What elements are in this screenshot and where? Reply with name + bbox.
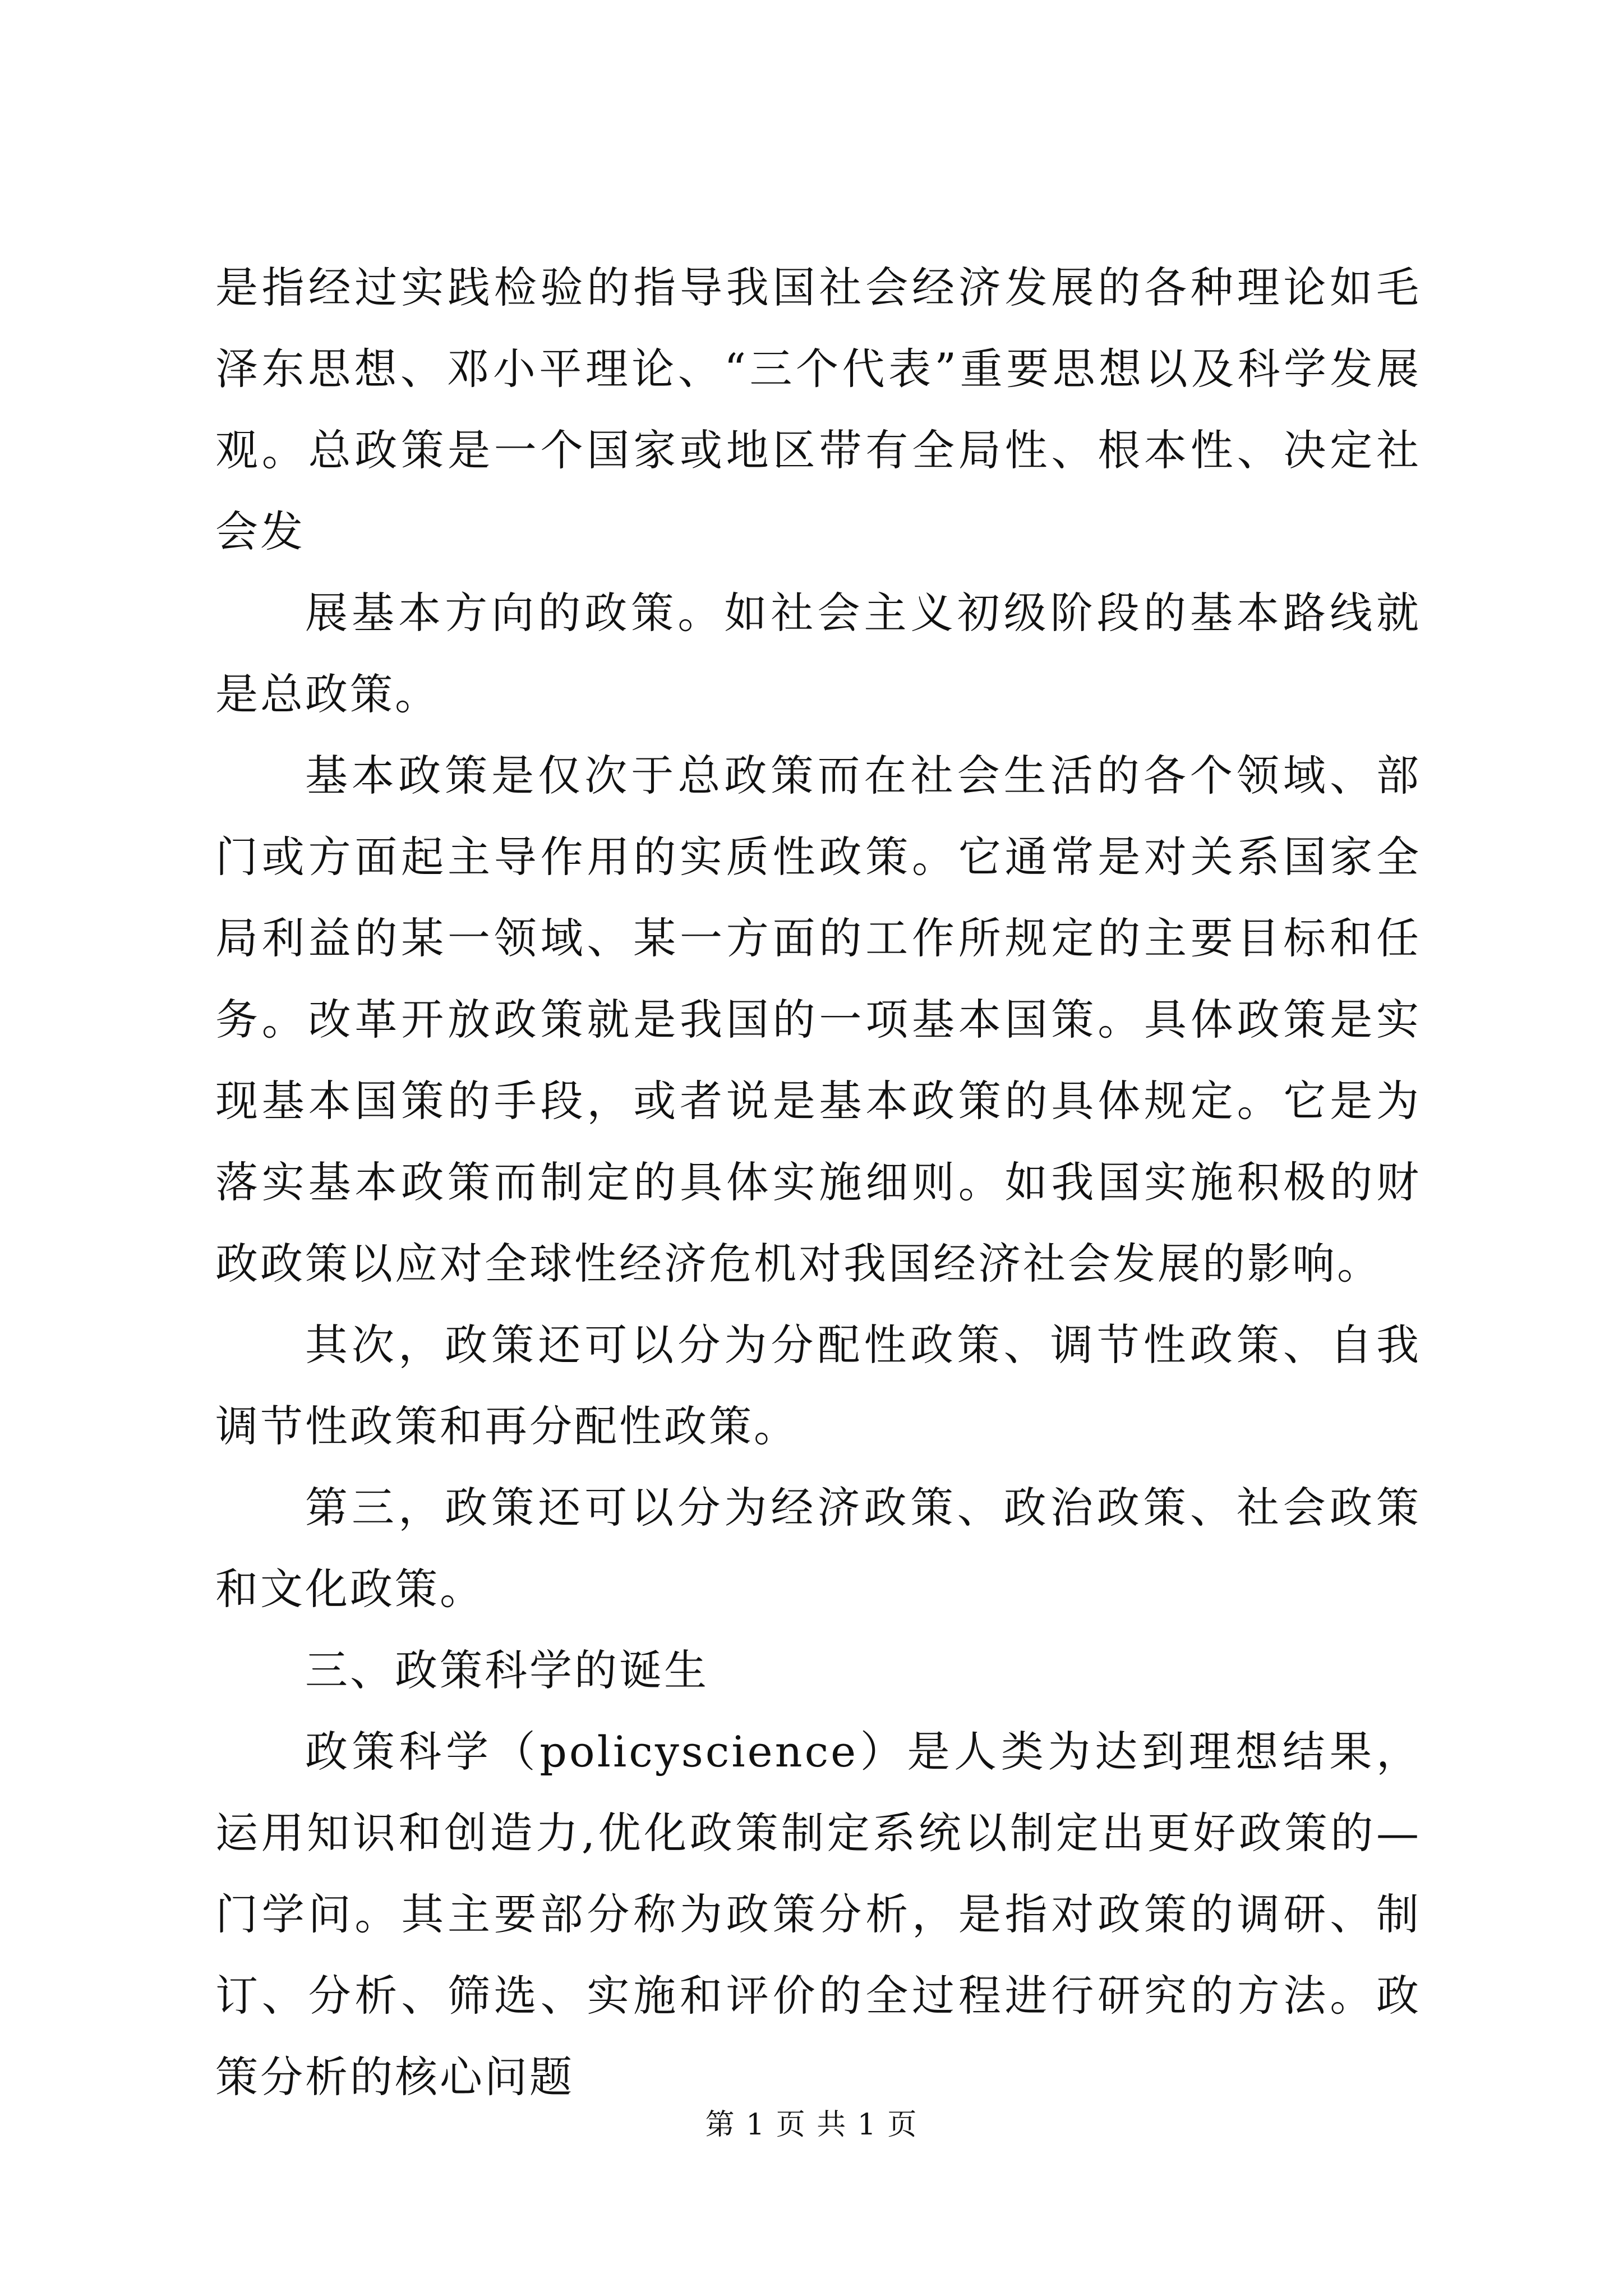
paragraph-1: 是指经过实践检验的指导我国社会经济发展的各种理论如毛泽东思想、邓小平理论、“三个代表”重要思想以及科学发展观。总政策是一个国家或地区带有全局性、根本性、决定社会发: [215, 263, 1421, 556]
document-body: [215, 247, 1421, 2118]
paragraph-3: 基本政策是仅次于总政策而在社会生活的各个领域、部门或方面起主导作用的实质性政策。它通常是对关系国家全局利益的某一领域、某一方面的工作所规定的主要目标和任务。改革开放政策就是我国的一项基本国策。具体政策是实现基本国策的手段，或者说是基本政策的具体规定。它是为落实基本政策而制定的具体实施细则。如我国实施积极的财政政策以应对全球性经济危机对我国经济社会发展的影响。: [215, 751, 1421, 1289]
paragraph-4: 其次，政策还可以分为分配性政策、调节性政策、自我调节性政策和再分配性政策。: [215, 1320, 1421, 1451]
page-footer: 第 1 页 共 1 页: [705, 2108, 918, 2142]
section-heading: 三、政策科学的诞生: [305, 1645, 709, 1695]
paragraph-7: 政策科学（policyscience）是人类为达到理想结果，运用知识和创造力,优化政策制定系统以制定出更好政策的—门学问。其主要部分称为政策分析，是指对政策的调研、制订、分析、筛选、实施和评价的全过程进行研究的方法。政策分析的核心问题: [215, 1727, 1421, 2102]
paragraph-2: 展基本方向的政策。如社会主义初级阶段的基本路线就是总政策。: [215, 588, 1421, 719]
paragraph-5: 第三，政策还可以分为经济政策、政治政策、社会政策和文化政策。: [215, 1483, 1421, 1614]
